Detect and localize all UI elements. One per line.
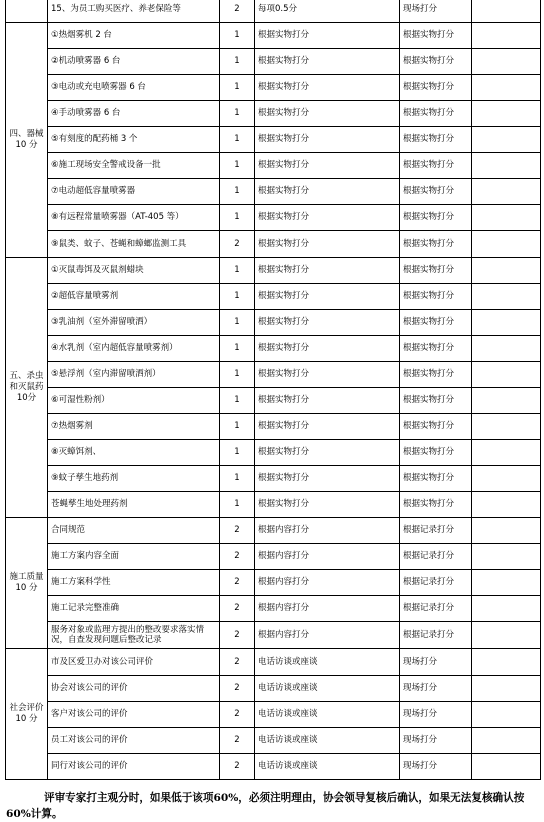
result-cell: 根据实物打分 [400,336,472,362]
result-cell: 根据实物打分 [400,388,472,414]
points-cell: 2 [220,518,255,544]
points-cell: 1 [220,205,255,231]
method-cell: 根据实物打分 [255,362,400,388]
item-cell: ⑥可湿性粉剂） [48,388,220,414]
result-cell: 根据实物打分 [400,414,472,440]
result-cell: 现场打分 [400,0,472,23]
points-cell: 1 [220,492,255,518]
score-cell [472,49,541,75]
method-cell: 根据实物打分 [255,101,400,127]
method-cell: 根据实物打分 [255,284,400,310]
score-cell [472,205,541,231]
item-cell: ①热烟雾机 2 台 [48,23,220,49]
points-cell: 1 [220,466,255,492]
item-cell: 协会对该公司的评价 [48,676,220,702]
result-cell: 根据记录打分 [400,518,472,544]
score-cell [472,440,541,466]
points-cell: 2 [220,649,255,676]
result-cell: 根据实物打分 [400,466,472,492]
method-cell: 根据实物打分 [255,310,400,336]
method-cell: 根据实物打分 [255,440,400,466]
table-row [6,336,541,362]
result-cell: 根据实物打分 [400,362,472,388]
result-cell: 根据实物打分 [400,23,472,49]
scoring-table [5,0,541,780]
footnote [6,790,536,822]
method-cell: 根据内容打分 [255,596,400,622]
method-cell: 根据实物打分 [255,414,400,440]
score-cell [472,75,541,101]
score-cell [472,518,541,544]
result-cell: 根据实物打分 [400,101,472,127]
points-cell: 2 [220,570,255,596]
score-cell [472,231,541,258]
table-row [6,258,541,284]
item-cell: ⑦热烟雾剂 [48,414,220,440]
table-row [6,75,541,101]
item-cell: 同行对该公司的评价 [48,754,220,780]
table-row [6,362,541,388]
score-cell [472,336,541,362]
score-cell [472,153,541,179]
table-row [6,205,541,231]
result-cell: 根据实物打分 [400,440,472,466]
category-cell: 社会评价 10 分 [6,649,48,780]
item-cell: ③电动或充电喷雾器 6 台 [48,75,220,101]
item-cell: ⑤悬浮剂（室内滞留喷洒剂） [48,362,220,388]
points-cell: 1 [220,362,255,388]
score-cell [472,284,541,310]
method-cell: 根据实物打分 [255,179,400,205]
result-cell: 根据记录打分 [400,596,472,622]
points-cell: 2 [220,544,255,570]
category-cell [6,0,48,23]
result-cell: 现场打分 [400,676,472,702]
item-cell: ②超低容量喷雾剂 [48,284,220,310]
method-cell: 根据实物打分 [255,23,400,49]
result-cell: 根据实物打分 [400,127,472,153]
method-cell: 根据内容打分 [255,544,400,570]
table-row [6,544,541,570]
result-cell: 现场打分 [400,754,472,780]
table-row [6,702,541,728]
method-cell: 根据实物打分 [255,258,400,284]
item-cell: ①灭鼠毒饵及灭鼠剂蜡块 [48,258,220,284]
points-cell: 1 [220,284,255,310]
table-row [6,153,541,179]
score-cell [472,388,541,414]
points-cell: 1 [220,153,255,179]
method-cell: 根据实物打分 [255,75,400,101]
points-cell: 2 [220,622,255,649]
result-cell: 根据实物打分 [400,258,472,284]
method-cell: 电话访谈或座谈 [255,754,400,780]
method-cell: 根据实物打分 [255,231,400,258]
method-cell: 根据实物打分 [255,388,400,414]
points-cell: 1 [220,179,255,205]
score-cell [472,754,541,780]
method-cell: 电话访谈或座谈 [255,702,400,728]
result-cell: 根据实物打分 [400,205,472,231]
table-row [6,466,541,492]
score-cell [472,676,541,702]
table-row [6,676,541,702]
item-cell: 客户对该公司的评价 [48,702,220,728]
method-cell: 根据内容打分 [255,570,400,596]
points-cell: 1 [220,23,255,49]
points-cell: 2 [220,676,255,702]
points-cell: 1 [220,310,255,336]
table-row [6,570,541,596]
points-cell: 2 [220,754,255,780]
item-cell: 市及区爱卫办对该公司评价 [48,649,220,676]
result-cell: 根据记录打分 [400,570,472,596]
method-cell: 根据实物打分 [255,153,400,179]
score-cell [472,702,541,728]
table-row [6,23,541,49]
method-cell: 电话访谈或座谈 [255,649,400,676]
result-cell: 根据记录打分 [400,622,472,649]
item-cell: 服务对象或监理方提出的整改要求落实情况，自查发现问题后整改记录 [48,622,220,649]
points-cell: 2 [220,231,255,258]
points-cell: 1 [220,414,255,440]
item-cell: ⑥施工现场安全警戒设备一批 [48,153,220,179]
result-cell: 根据实物打分 [400,231,472,258]
points-cell: 2 [220,702,255,728]
result-cell: 现场打分 [400,728,472,754]
score-cell [472,414,541,440]
item-cell: ⑧灭蟑饵剂、 [48,440,220,466]
table-row [6,728,541,754]
item-cell: 15、为员工购买医疗、养老保险等 [48,0,220,23]
method-cell: 根据内容打分 [255,622,400,649]
score-cell [472,570,541,596]
category-cell: 四、器械 10 分 [6,23,48,258]
result-cell: 根据实物打分 [400,49,472,75]
item-cell: ③乳油剂（室外滞留喷洒） [48,310,220,336]
result-cell: 根据实物打分 [400,284,472,310]
table-row [6,231,541,258]
item-cell: ⑤有刻度的配药桶 3 个 [48,127,220,153]
table-row [6,518,541,544]
category-cell: 施工质量 10 分 [6,518,48,649]
result-cell: 根据实物打分 [400,310,472,336]
points-cell: 1 [220,127,255,153]
score-cell [472,466,541,492]
points-cell: 2 [220,0,255,23]
result-cell: 现场打分 [400,649,472,676]
item-cell: ④手动喷雾器 6 台 [48,101,220,127]
method-cell: 每项0.5分 [255,0,400,23]
table-row [6,622,541,649]
table-row [6,414,541,440]
table-row [6,127,541,153]
score-cell [472,649,541,676]
method-cell: 根据内容打分 [255,518,400,544]
item-cell: ⑨鼠类、蚊子、苍蝇和蟑螂监测工具 [48,231,220,258]
points-cell: 1 [220,336,255,362]
table-row [6,310,541,336]
score-cell [472,362,541,388]
table-row [6,492,541,518]
table-row [6,284,541,310]
method-cell: 根据实物打分 [255,466,400,492]
points-cell: 1 [220,388,255,414]
table-row [6,101,541,127]
score-cell [472,728,541,754]
score-cell [472,492,541,518]
method-cell: 根据实物打分 [255,205,400,231]
score-cell [472,544,541,570]
result-cell: 现场打分 [400,702,472,728]
score-cell [472,0,541,23]
item-cell: ⑦电动超低容量喷雾器 [48,179,220,205]
method-cell: 根据实物打分 [255,492,400,518]
result-cell: 根据实物打分 [400,179,472,205]
item-cell: ④水乳剂（室内超低容量喷雾剂） [48,336,220,362]
result-cell: 根据实物打分 [400,492,472,518]
item-cell: ⑨蚊子孳生地药剂 [48,466,220,492]
result-cell: 根据实物打分 [400,153,472,179]
points-cell: 1 [220,49,255,75]
table-row [6,649,541,676]
score-cell [472,127,541,153]
score-cell [472,23,541,49]
table-row [6,0,541,23]
method-cell: 根据实物打分 [255,49,400,75]
method-cell: 根据实物打分 [255,127,400,153]
score-cell [472,310,541,336]
table-row [6,440,541,466]
points-cell: 1 [220,75,255,101]
score-cell [472,596,541,622]
method-cell: 电话访谈或座谈 [255,676,400,702]
method-cell: 根据实物打分 [255,336,400,362]
item-cell: 苍蝇孳生地处理药剂 [48,492,220,518]
category-cell: 五、杀虫和灭鼠药10分 [6,258,48,518]
result-cell: 根据实物打分 [400,75,472,101]
table-row [6,49,541,75]
item-cell: 员工对该公司的评价 [48,728,220,754]
item-cell: 施工方案科学性 [48,570,220,596]
result-cell: 根据记录打分 [400,544,472,570]
points-cell: 1 [220,101,255,127]
footnote-text: 评审专家打主观分时，如果低于该项60%，必须注明理由，协会领导复核后确认，如果无法复核确认按60%计算。 [6,791,525,820]
table-row [6,596,541,622]
item-cell: 施工记录完整准确 [48,596,220,622]
item-cell: 合同规范 [48,518,220,544]
method-cell: 电话访谈或座谈 [255,728,400,754]
item-cell: ②机动喷雾器 6 台 [48,49,220,75]
points-cell: 1 [220,258,255,284]
item-cell: 施工方案内容全面 [48,544,220,570]
score-cell [472,258,541,284]
points-cell: 2 [220,596,255,622]
points-cell: 2 [220,728,255,754]
table-row [6,754,541,780]
score-cell [472,101,541,127]
points-cell: 1 [220,440,255,466]
score-cell [472,179,541,205]
table-row [6,179,541,205]
table-row [6,388,541,414]
score-cell [472,622,541,649]
item-cell: ⑧有远程常量喷雾器（AT-405 等） [48,205,220,231]
